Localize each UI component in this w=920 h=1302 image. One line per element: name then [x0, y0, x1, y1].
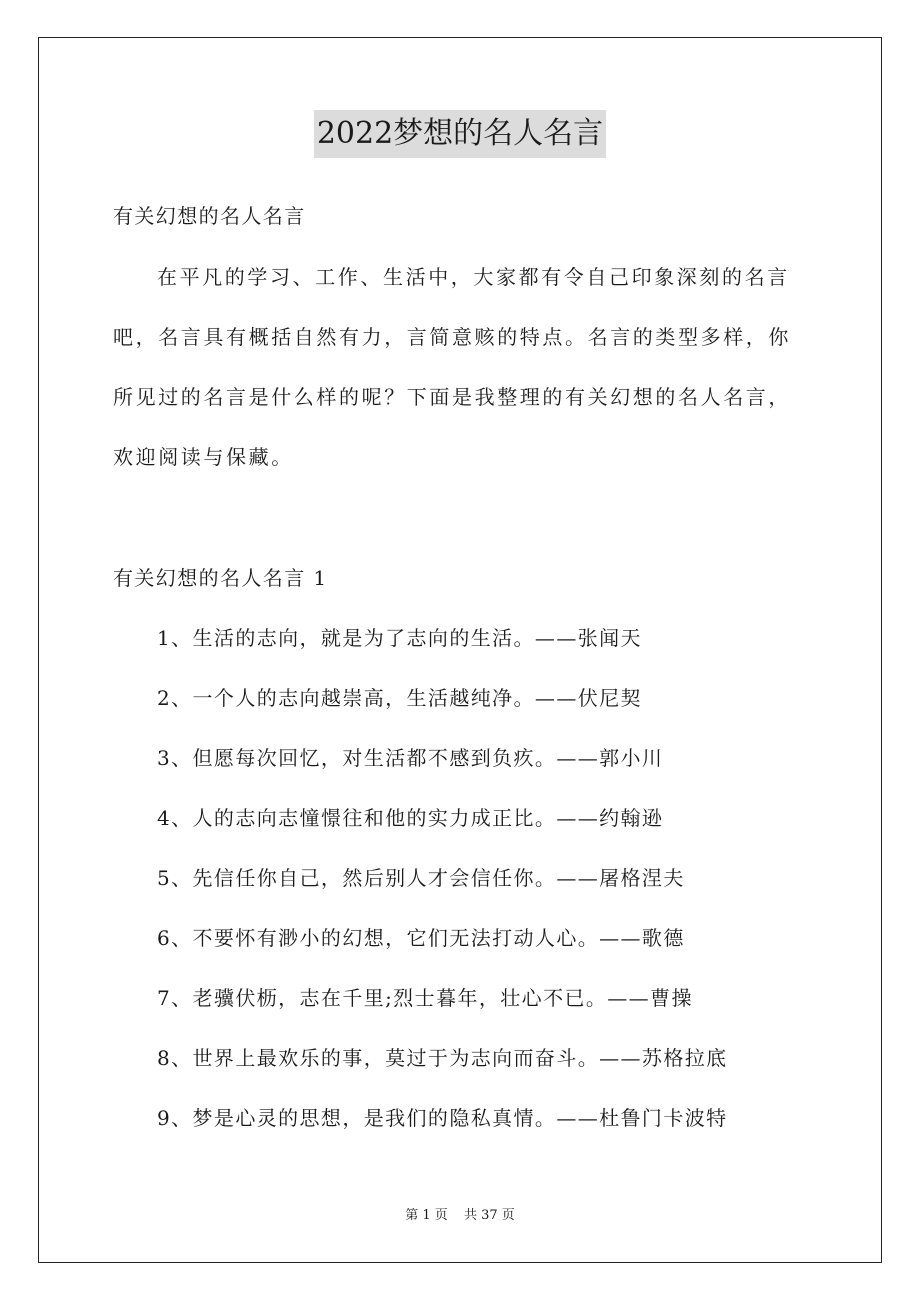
- quote-item: 9、梦是心灵的思想，是我们的隐私真情。——杜鲁门卡波特: [157, 1106, 728, 1130]
- section-heading: 有关幻想的名人名言: [113, 204, 306, 228]
- page-total: 共 37 页: [463, 1208, 515, 1223]
- quote-item: 8、世界上最欢乐的事，莫过于为志向而奋斗。——苏格拉底: [157, 1046, 728, 1070]
- intro-line-3: 所见过的名言是什么样的呢？下面是我整理的有关幻想的名人名言，: [113, 385, 791, 409]
- page-footer: [0, 1207, 920, 1225]
- quote-item: 4、人的志向志憧憬往和他的实力成正比。——约翰逊: [157, 806, 664, 830]
- page-number: 第 1 页: [405, 1208, 448, 1223]
- intro-line-4: 欢迎阅读与保藏。: [113, 445, 294, 469]
- quote-item: 3、但愿每次回忆，对生活都不感到负疚。——郭小川: [157, 746, 664, 770]
- quote-item: 5、先信任你自己，然后别人才会信任你。——屠格涅夫: [157, 866, 685, 890]
- sub-heading: 有关幻想的名人名言 1: [113, 566, 328, 590]
- title-container: [0, 110, 920, 158]
- quote-item: 2、一个人的志向越崇高，生活越纯净。——伏尼契: [157, 686, 642, 710]
- quote-item: 1、生活的志向，就是为了志向的生活。——张闻天: [157, 626, 642, 650]
- intro-line-1: 在平凡的学习、工作、生活中，大家都有令自己印象深刻的名言: [157, 265, 790, 289]
- intro-line-2: 吧，名言具有概括自然有力，言简意赅的特点。名言的类型多样，你: [113, 325, 791, 349]
- quote-item: 6、不要怀有渺小的幻想，它们无法打动人心。——歌德: [157, 926, 685, 950]
- document-title: 2022梦想的名人名言: [314, 110, 606, 158]
- quote-item: 7、老骥伏枥，志在千里;烈士暮年，壮心不已。——曹操: [157, 986, 693, 1010]
